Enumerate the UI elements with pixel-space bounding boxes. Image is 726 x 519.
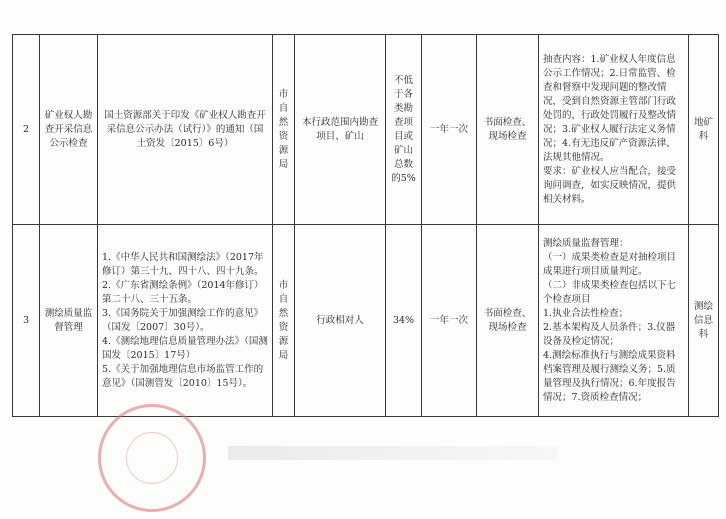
bleed-through-text: [228, 446, 558, 460]
content-line: 1.执业合法性检查；: [543, 307, 629, 319]
official-seal-inner-ring: [126, 432, 178, 484]
basis-line: 1.《中华人民共和国测绘法》（2017年修订）第三十九、四十八、四十九条。: [102, 251, 264, 277]
basis-line: 国土资源部关于印发《矿业权人勘查开采信息公示办法（试行）》的通知（国土资发〔2015〕6号）: [104, 109, 266, 149]
inspection-object: 本行政范围内勘查项目、矿山: [295, 35, 386, 225]
basis-line: 3.《国务院关于加强测绘工作的意见》（国发〔2007〕30号）。: [102, 307, 264, 333]
row-number: 2: [13, 35, 40, 225]
frequency: 一年一次: [422, 35, 477, 225]
inspection-content: [539, 225, 689, 417]
responsible-unit: 地矿科: [689, 35, 719, 225]
basis-line: 5.《关于加强地理信息市场监管工作的意见》（国测管发〔2010〕15号）。: [102, 363, 264, 389]
basis-line: 2.《广东省测绘条例》（2014年修订）第二十八、三十五条。: [102, 279, 264, 305]
legal-basis: [98, 35, 273, 225]
basis-line: 4.《测绘地理信息质量管理办法》（国测国发〔2015〕17号）: [102, 335, 268, 361]
content-line: （二）非成果类检查包括以下七个检查项目: [543, 279, 677, 305]
content-line: 抽查内容：1.矿业权人年度信息公示工作情况；2.日常监管、检查和督察中发现问题的整改情况，受到自然资源主管部门行政处罚的，行政处罚履行及整改情况；3.矿业权人履行法定义务情况；4.有无违反矿产资源法律、法规其他情况。: [543, 53, 677, 163]
frequency: 一年一次: [422, 225, 477, 417]
row-number: 3: [13, 225, 40, 417]
table-row: [13, 225, 719, 417]
content-line: （一）成果类检查是对抽检项目成果进行项目质量判定。: [543, 251, 677, 277]
legal-basis: [98, 225, 273, 417]
department: 市自然资源局: [273, 35, 295, 225]
inspection-object: 行政相对人: [295, 225, 386, 417]
item-name: 测绘质量监督管理: [40, 225, 98, 417]
inspection-method: 书面检查、现场检查: [477, 35, 539, 225]
inspection-table: [12, 34, 719, 417]
department: 市自然资源局: [273, 225, 295, 417]
content-line: 4.测绘标准执行与测绘成果资料档案管理及履行测绘义务；5.质量管理及执行情况；6.年度报告情况；7.资质检查情况；: [543, 349, 676, 403]
inspection-method: 书面检查、现场检查: [477, 225, 539, 417]
sampling-ratio: 不低于各类勘查项目或矿山总数的5%: [386, 35, 422, 225]
content-line: 要求：矿业权人应当配合，接受询问调查，如实反映情况，提供相关材料。: [543, 165, 677, 205]
content-line: 测绘质量监督管理：: [543, 237, 629, 249]
responsible-unit: 测绘信息科: [689, 225, 719, 417]
table-row: [13, 35, 719, 225]
inspection-content: [539, 35, 689, 225]
sampling-ratio: 34%: [386, 225, 422, 417]
item-name: 矿业权人勘查开采信息公示检查: [40, 35, 98, 225]
content-line: 2.基本架构及人员条件；3.仪器设备及检定情况；: [543, 321, 676, 347]
